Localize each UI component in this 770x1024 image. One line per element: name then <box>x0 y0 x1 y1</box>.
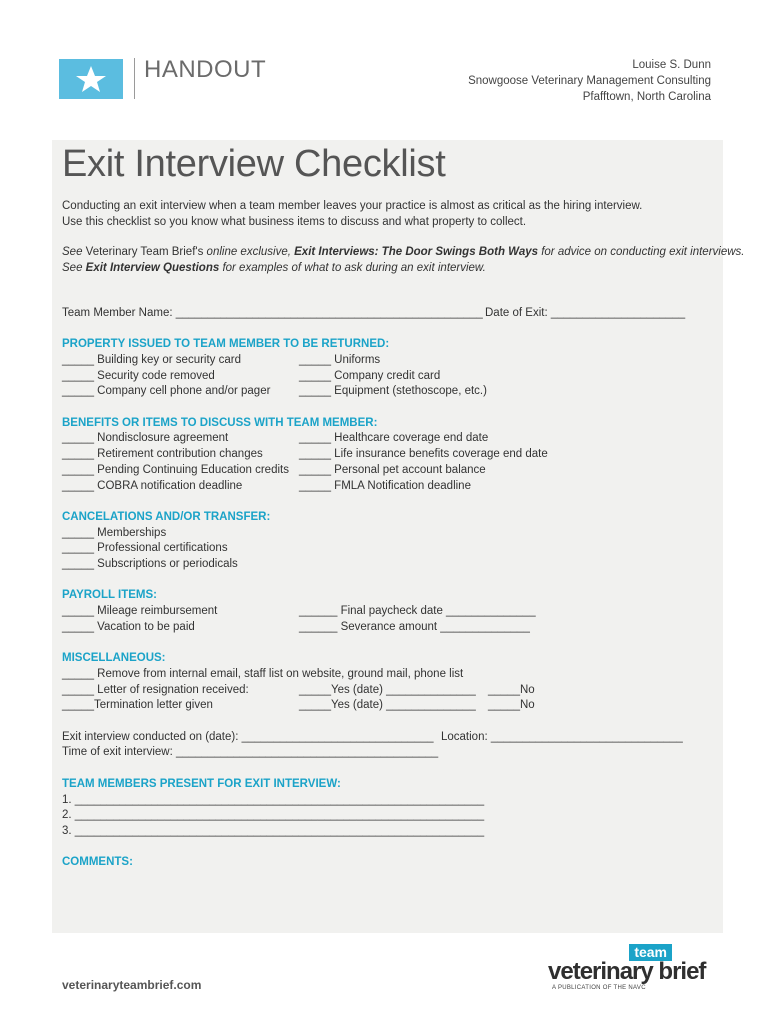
checklist-item[interactable]: _____ FMLA Notification deadline <box>299 480 471 492</box>
brand-publisher: A PUBLICATION OF THE NAVC <box>552 985 646 991</box>
star-logo-icon <box>59 59 123 99</box>
article-link-exit-interviews[interactable]: Exit Interviews: The Door Swings Both Ways <box>294 246 539 258</box>
see-text: Veterinary Team Brief's <box>82 246 207 258</box>
checklist-item[interactable]: _____ Retirement contribution changes <box>62 448 263 460</box>
checklist-item[interactable]: _____ Nondisclosure agreement <box>62 432 229 444</box>
section-heading-property: PROPERTY ISSUED TO TEAM MEMBER TO BE RETURNED: <box>62 338 390 350</box>
see-text: for examples of what to ask during an exit interview. <box>219 262 486 274</box>
checklist-item[interactable]: _____ Equipment (stethoscope, etc.) <box>299 385 487 397</box>
checklist-item[interactable]: _____ Professional certifications <box>62 542 228 554</box>
section-heading-benefits: BENEFITS OR ITEMS TO DISCUSS WITH TEAM MEMBER: <box>62 417 378 429</box>
see-text: See <box>62 246 83 258</box>
checklist-item[interactable]: _____ Security code removed <box>62 370 215 382</box>
interview-time-field[interactable]: Time of exit interview: _________________________________________ <box>62 746 439 758</box>
page-title: Exit Interview Checklist <box>62 143 446 185</box>
see-text: See <box>62 262 86 274</box>
checklist-item[interactable]: _____ Company credit card <box>299 370 441 382</box>
brand-name: veterinary brief <box>548 958 706 985</box>
author-name: Louise S. Dunn <box>632 59 711 71</box>
checklist-item[interactable]: _____ COBRA notification deadline <box>62 480 243 492</box>
author-block <box>468 57 711 105</box>
date-of-exit-field[interactable]: Date of Exit: _____________________ <box>485 307 686 319</box>
see-text: online exclusive, <box>206 246 295 258</box>
article-link-exit-questions[interactable]: Exit Interview Questions <box>85 262 220 274</box>
handout-label: HANDOUT <box>144 56 267 83</box>
checklist-item[interactable]: _____ Building key or security card <box>62 354 241 366</box>
intro-line-2: Use this checklist so you know what business items to discuss and what property to collect. <box>62 216 527 228</box>
checklist-item[interactable]: _____ Company cell phone and/or pager <box>62 385 271 397</box>
attendee-field[interactable]: 2. ________________________________________________________________ <box>62 809 485 821</box>
see-also-line-2 <box>62 261 486 277</box>
section-heading-payroll: PAYROLL ITEMS: <box>62 589 157 601</box>
header-divider <box>134 58 135 99</box>
author-location: Pfafftown, North Carolina <box>582 91 711 103</box>
footer-url[interactable]: veterinaryteambrief.com <box>62 978 202 992</box>
no-field[interactable]: _____No <box>488 699 535 711</box>
section-heading-cancelations: CANCELATIONS AND/OR TRANSFER: <box>62 511 271 523</box>
author-org: Snowgoose Veterinary Management Consulting <box>468 75 711 87</box>
brand-team-label: team <box>629 944 672 961</box>
checklist-item[interactable]: ______ Final paycheck date ______________ <box>299 605 536 617</box>
see-also-line-1 <box>62 245 744 261</box>
section-heading-present: TEAM MEMBERS PRESENT FOR EXIT INTERVIEW: <box>62 778 341 790</box>
intro-line-1: Conducting an exit interview when a team member leaves your practice is almost as critical as the hiring interview. <box>62 200 643 212</box>
see-text: for advice on conducting exit interviews. <box>538 246 745 258</box>
yes-date-field[interactable]: _____Yes (date) ______________ <box>299 699 476 711</box>
checklist-item[interactable]: _____ Uniforms <box>299 354 381 366</box>
checklist-item[interactable]: _____ Vacation to be paid <box>62 621 195 633</box>
checklist-item[interactable]: _____ Letter of resignation received: <box>62 684 249 696</box>
checklist-item[interactable]: _____ Pending Continuing Education credits <box>62 464 289 476</box>
checklist-item[interactable]: _____ Healthcare coverage end date <box>299 432 489 444</box>
location-field[interactable]: Location: ______________________________ <box>441 731 683 743</box>
checklist-item[interactable]: _____ Remove from internal email, staff list on website, ground mail, phone list <box>62 668 464 680</box>
section-heading-comments: COMMENTS: <box>62 856 133 868</box>
no-field[interactable]: _____No <box>488 684 535 696</box>
attendee-field[interactable]: 1. ________________________________________________________________ <box>62 794 485 806</box>
brand-logo <box>548 944 714 994</box>
checklist-item[interactable]: _____ Life insurance benefits coverage end date <box>299 448 548 460</box>
checklist-item[interactable]: _____ Memberships <box>62 527 167 539</box>
checklist-item[interactable]: _____Termination letter given <box>62 699 213 711</box>
checklist-item[interactable]: _____ Personal pet account balance <box>299 464 486 476</box>
checklist-item[interactable]: _____ Mileage reimbursement <box>62 605 218 617</box>
conducted-date-field[interactable]: Exit interview conducted on (date): ______________________________ <box>62 731 434 743</box>
yes-date-field[interactable]: _____Yes (date) ______________ <box>299 684 476 696</box>
checklist-item[interactable]: _____ Subscriptions or periodicals <box>62 558 238 570</box>
section-heading-miscellaneous: MISCELLANEOUS: <box>62 652 166 664</box>
attendee-field[interactable]: 3. ________________________________________________________________ <box>62 825 485 837</box>
checklist-item[interactable]: ______ Severance amount ______________ <box>299 621 530 633</box>
team-member-name-field[interactable]: Team Member Name: ________________________________________________ <box>62 307 483 319</box>
